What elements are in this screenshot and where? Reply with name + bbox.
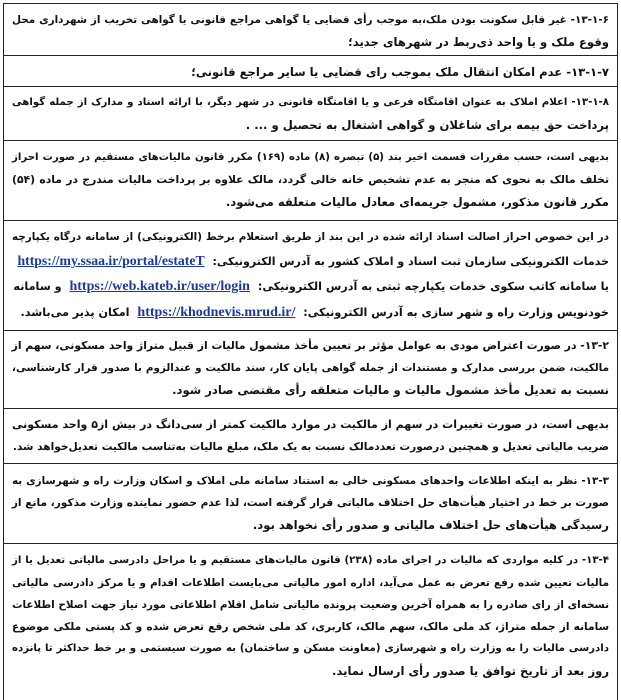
item-13-4-line-3: نسخه‌ای از رای صادره را به همراه آخرین وضعیت پرونده مالیاتی شامل اقلام اطلاعاتی مورد نیاز جهت اصلاح اطلاعات (12, 599, 609, 611)
note-authenticity (4, 221, 617, 331)
authenticity-line-4-text-a: خودنویس وزارت راه و شهر سازی به آدرس الکترونیکی: (303, 306, 609, 319)
khodnevis-link[interactable]: https://khodnevis.mrud.ir/ (137, 305, 296, 320)
item-13-4-line-4: سامانه از جمله متراژ، کد ملی مالک، سهم مالک، کاربری، کد ملی شخص رفع تعرض شده و کد پستی ملکی موضوع (12, 621, 609, 633)
authenticity-line-3-text-a: یا سامانه کاتب سکوی خدمات یکپارچه ثبتی به آدرس الکترونیکی: (257, 280, 609, 293)
item-13-2-line-3: نسبت به تعدیل مأخذ مشمول مالیات و مالیات متعلقه رأی مقتضی صادر شود. (172, 383, 609, 397)
item-13-1-6-line-1: ۱۳-۱-۶- غیر قابل سکونت بودن ملک،به موجب رأی قضایی یا گواهی مراجع قانونی یا گواهی تخریب از شهرداری محل (12, 14, 609, 26)
item-13-4-line-6: روز بعد از تاریخ توافق یا صدور رأی ارسال نماید. (331, 664, 609, 678)
authenticity-line-2 (12, 248, 609, 274)
ssaa-portal-link[interactable]: https://my.ssaa.ir/portal/estateT (17, 253, 205, 268)
authenticity-line-1: در این خصوص احراز اصالت اسناد ارائه شده در این بند از طریق استعلام برخط (الکترونیکی) از سامانه درگاه یکپارچه (12, 231, 609, 243)
item-13-2-line-2: مالکیت، ضمن بررسی مدارک و مستندات از جمله گواهی پایان کار، سند مالکیت و عندالزوم با صدور قرار کارشناسی، (12, 362, 609, 374)
item-13-1-8-line-1: ۱۳-۱-۸- اعلام املاک به عنوان اقامتگاه فرعی و یا اقامتگاه قانونی در شهر دیگر، با ارائه اسناد و مدارک از جمله گواهی (12, 97, 609, 108)
item-13-1-7 (4, 56, 617, 87)
authenticity-line-4-text-b: امکان پذیر می‌باشد. (20, 306, 130, 319)
item-13-1-6 (4, 4, 617, 56)
note-share-line-1: بدیهی است، در صورت تغییرات در سهم از مالکیت در موارد مالکیت کمتر از سی‌دانگ در بیش از۵ واحد مسکونی (12, 418, 609, 431)
note-penalty-line-1: بدیهی است، حسب مقررات قسمت اخیر بند (۵) تبصره (۸) ماده (۱۶۹) مکرر قانون مالیات‌های مستقیم در صورت احراز (12, 152, 610, 163)
item-13-1-8 (4, 87, 617, 141)
note-share-adjustment (4, 409, 617, 464)
item-13-3-line-2: صورت بر خط در اختیار هیأت‌های حل اختلاف مالیاتی قرار گرفته است، لذا عدم حضور نماینده وزارت مذکور، مانع از (11, 497, 609, 509)
item-13-1-6-line-2: وقوع ملک و یا واحد ذی‌ربط در شهرهای جدید؛ (348, 35, 609, 49)
note-share-line-2: ضریب مالیاتی تعدیل و همچنین درصورت تعددمالک نسبت به یک ملک، مبلغ مالیات به‌تناسب مالکیت تعدیل‌خواهد شد. (12, 441, 609, 453)
authenticity-line-4 (12, 300, 609, 326)
authenticity-line-2-text: خدمات الکترونیکی سازمان ثبت اسناد و املاک کشور به آدرس الکترونیکی: (212, 255, 609, 268)
authenticity-line-3-text-b: و سامانه (13, 280, 62, 293)
kateb-login-link[interactable]: https://web.kateb.ir/user/login (69, 279, 250, 294)
note-penalty (4, 141, 617, 221)
note-penalty-line-2: تخلف مالک به نحوی که منجر به عدم تشخیص خانه خالی گردد، مالک علاوه بر پرداخت مالیات مندرج در ماده (۵۴) (12, 173, 609, 186)
item-13-2 (4, 331, 617, 409)
item-13-3 (4, 464, 617, 544)
authenticity-line-3 (12, 274, 609, 300)
item-13-3-line-3: رسیدگی هیأت‌های حل اختلاف مالیاتی و صدور رأی نخواهد بود. (252, 518, 609, 532)
item-13-3-line-1: ۱۳-۳- نظر به اینکه اطلاعات واحدهای مسکونی خالی به استناد سامانه ملی املاک و اسکان وزارت راه و شهرسازی به (12, 475, 609, 487)
item-13-1-7-line-1: ۱۳-۱-۷- عدم امکان انتقال ملک بموجب رای قضایی یا سایر مراجع قانونی؛ (191, 65, 609, 79)
item-13-4-line-5: دادرسی مالیات را به وزارت راه و شهرسازی (معاونت مسکن و ساختمان) به صورت سیستمی و بر خط حداکثر تا پانزده (12, 643, 609, 654)
note-penalty-line-3: مکرر قانون مذکور، مشمول جریمه‌ای معادل مالیات متعلقه می‌شود. (225, 195, 609, 209)
item-13-1-8-line-2: پرداخت حق بیمه برای شاغلان و گواهی اشتغال به تحصیل و ... . (245, 118, 609, 132)
item-13-4-line-2: مالیات تعیین شده رفع تعرض به عمل می‌آید، اداره امور مالیاتی می‌بایست اطلاعات اقدام و یا مرکز دادرسی مالیاتی (12, 577, 609, 589)
item-13-4-line-1: ۱۳-۴- در کلیه مواردی که مالیات در اجرای ماده (۲۳۸) قانون مالیات‌های مستقیم و یا مراحل دادرسی مالیاتی تعدیل یا از (12, 555, 610, 566)
item-13-4 (4, 544, 617, 700)
item-13-2-line-1: ۱۳-۲- در صورت اعتراض مودی به عوامل مؤثر بر تعیین مأخذ مشمول مالیات از قبیل متراژ واحد مسکونی، سهم از (11, 339, 609, 352)
